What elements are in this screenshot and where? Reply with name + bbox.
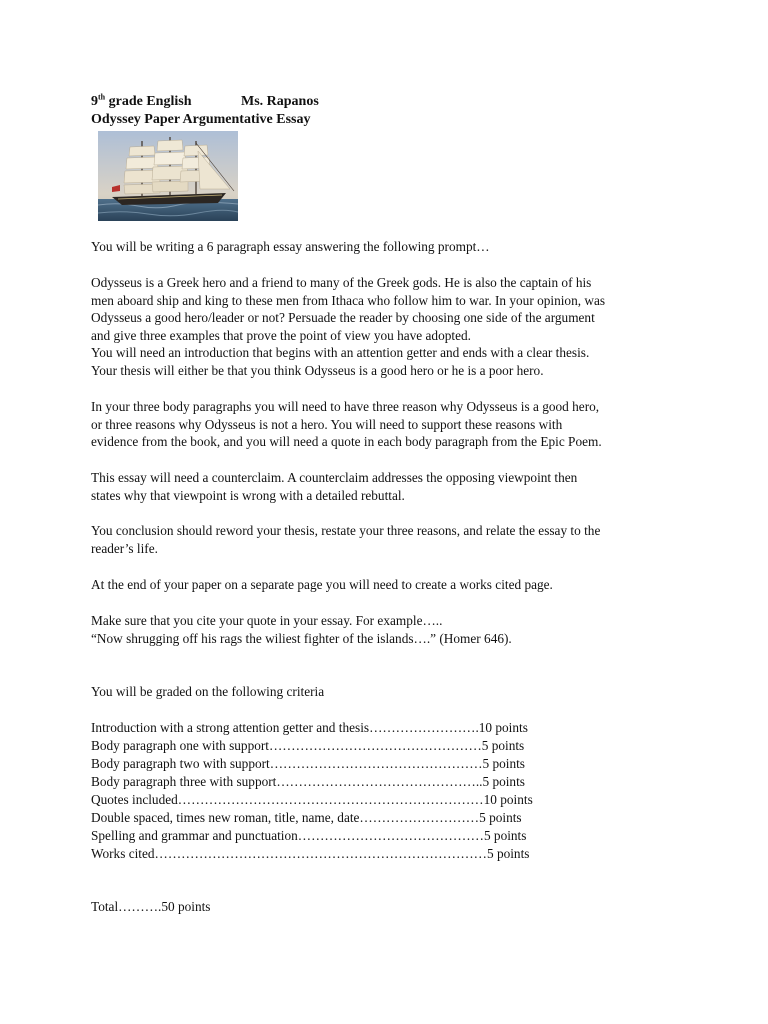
grading-intro-line: You will be graded on the following criteria — [91, 684, 325, 699]
prompt-paragraph — [91, 274, 691, 380]
works-cited-paragraph — [91, 576, 691, 594]
conclusion-paragraph — [91, 522, 691, 557]
grading-criteria-list — [91, 719, 691, 863]
criterion-row: Body paragraph one with support…………………………………………5 points — [91, 738, 525, 753]
body-paragraphs-instructions — [91, 398, 691, 451]
ship-image — [98, 131, 238, 221]
criterion-row: Works cited…………………………………………………………………5 points — [91, 846, 530, 861]
prompt-line: You will need an introduction that begins with an attention getter and ends with a clear thesis. — [91, 345, 590, 361]
counterclaim-paragraph — [91, 469, 691, 504]
criterion-row: Body paragraph two with support…………………………………………5 points — [91, 756, 525, 771]
intro-line: You will be writing a 6 paragraph essay answering the following prompt… — [91, 239, 490, 254]
body-line: or three reasons why Odysseus is not a hero. You will need to support these reasons with — [91, 416, 563, 432]
counterclaim-line: This essay will need a counterclaim. A counterclaim addresses the opposing viewpoint then — [91, 470, 578, 485]
header-course-line — [91, 92, 319, 111]
citation-example — [91, 612, 691, 647]
criterion-row: Spelling and grammar and punctuation……………………………………5 points — [91, 828, 527, 843]
grading-intro — [91, 683, 691, 701]
teacher-name: Ms. Rapanos — [241, 94, 319, 109]
total-line: Total……….50 points — [91, 899, 211, 914]
prompt-line: and give three examples that prove the point of view you have adopted. — [91, 327, 471, 343]
prompt-line: Your thesis will either be that you think Odysseus is a good hero or he is a poor hero. — [91, 362, 544, 378]
works-cited-line: At the end of your paper on a separate page you will need to create a works cited page. — [91, 577, 553, 592]
body-line: evidence from the book, and you will need a quote in each body paragraph from the Epic Poem. — [91, 434, 602, 450]
criterion-row: Double spaced, times new roman, title, name, date………………………5 points — [91, 810, 522, 825]
prompt-line: Odysseus is a Greek hero and a friend to many of the Greek gods. He is also the captain of his — [91, 275, 592, 290]
total-points — [91, 898, 691, 916]
cite-line: Make sure that you cite your quote in your essay. For example….. — [91, 613, 443, 628]
cite-quote-line: “Now shrugging off his rags the wiliest fighter of the islands….” (Homer 646). — [91, 630, 512, 646]
conclusion-line: reader’s life. — [91, 540, 158, 556]
document-title: Odyssey Paper Argumentative Essay — [91, 112, 311, 127]
prompt-line: men aboard ship and king to these men from Ithaca who follow him to war. In your opinion, was — [91, 292, 606, 308]
counterclaim-line: states why that viewpoint is wrong with a detailed rebuttal. — [91, 487, 405, 503]
criterion-row: Quotes included……………………………………………………………10 points — [91, 792, 533, 807]
body-line: In your three body paragraphs you will need to have three reason why Odysseus is a good hero, — [91, 399, 600, 414]
criterion-row: Body paragraph three with support………………………………………..5 points — [91, 774, 525, 789]
intro-paragraph — [91, 238, 691, 256]
prompt-line: Odysseus a good hero/leader or not? Persuade the reader by choosing one side of the argument — [91, 310, 595, 326]
conclusion-line: You conclusion should reword your thesis, restate your three reasons, and relate the essay to the — [91, 523, 601, 538]
criterion-row: Introduction with a strong attention getter and thesis…………………….10 points — [91, 720, 528, 735]
grade-label: 9th grade English — [91, 92, 192, 109]
